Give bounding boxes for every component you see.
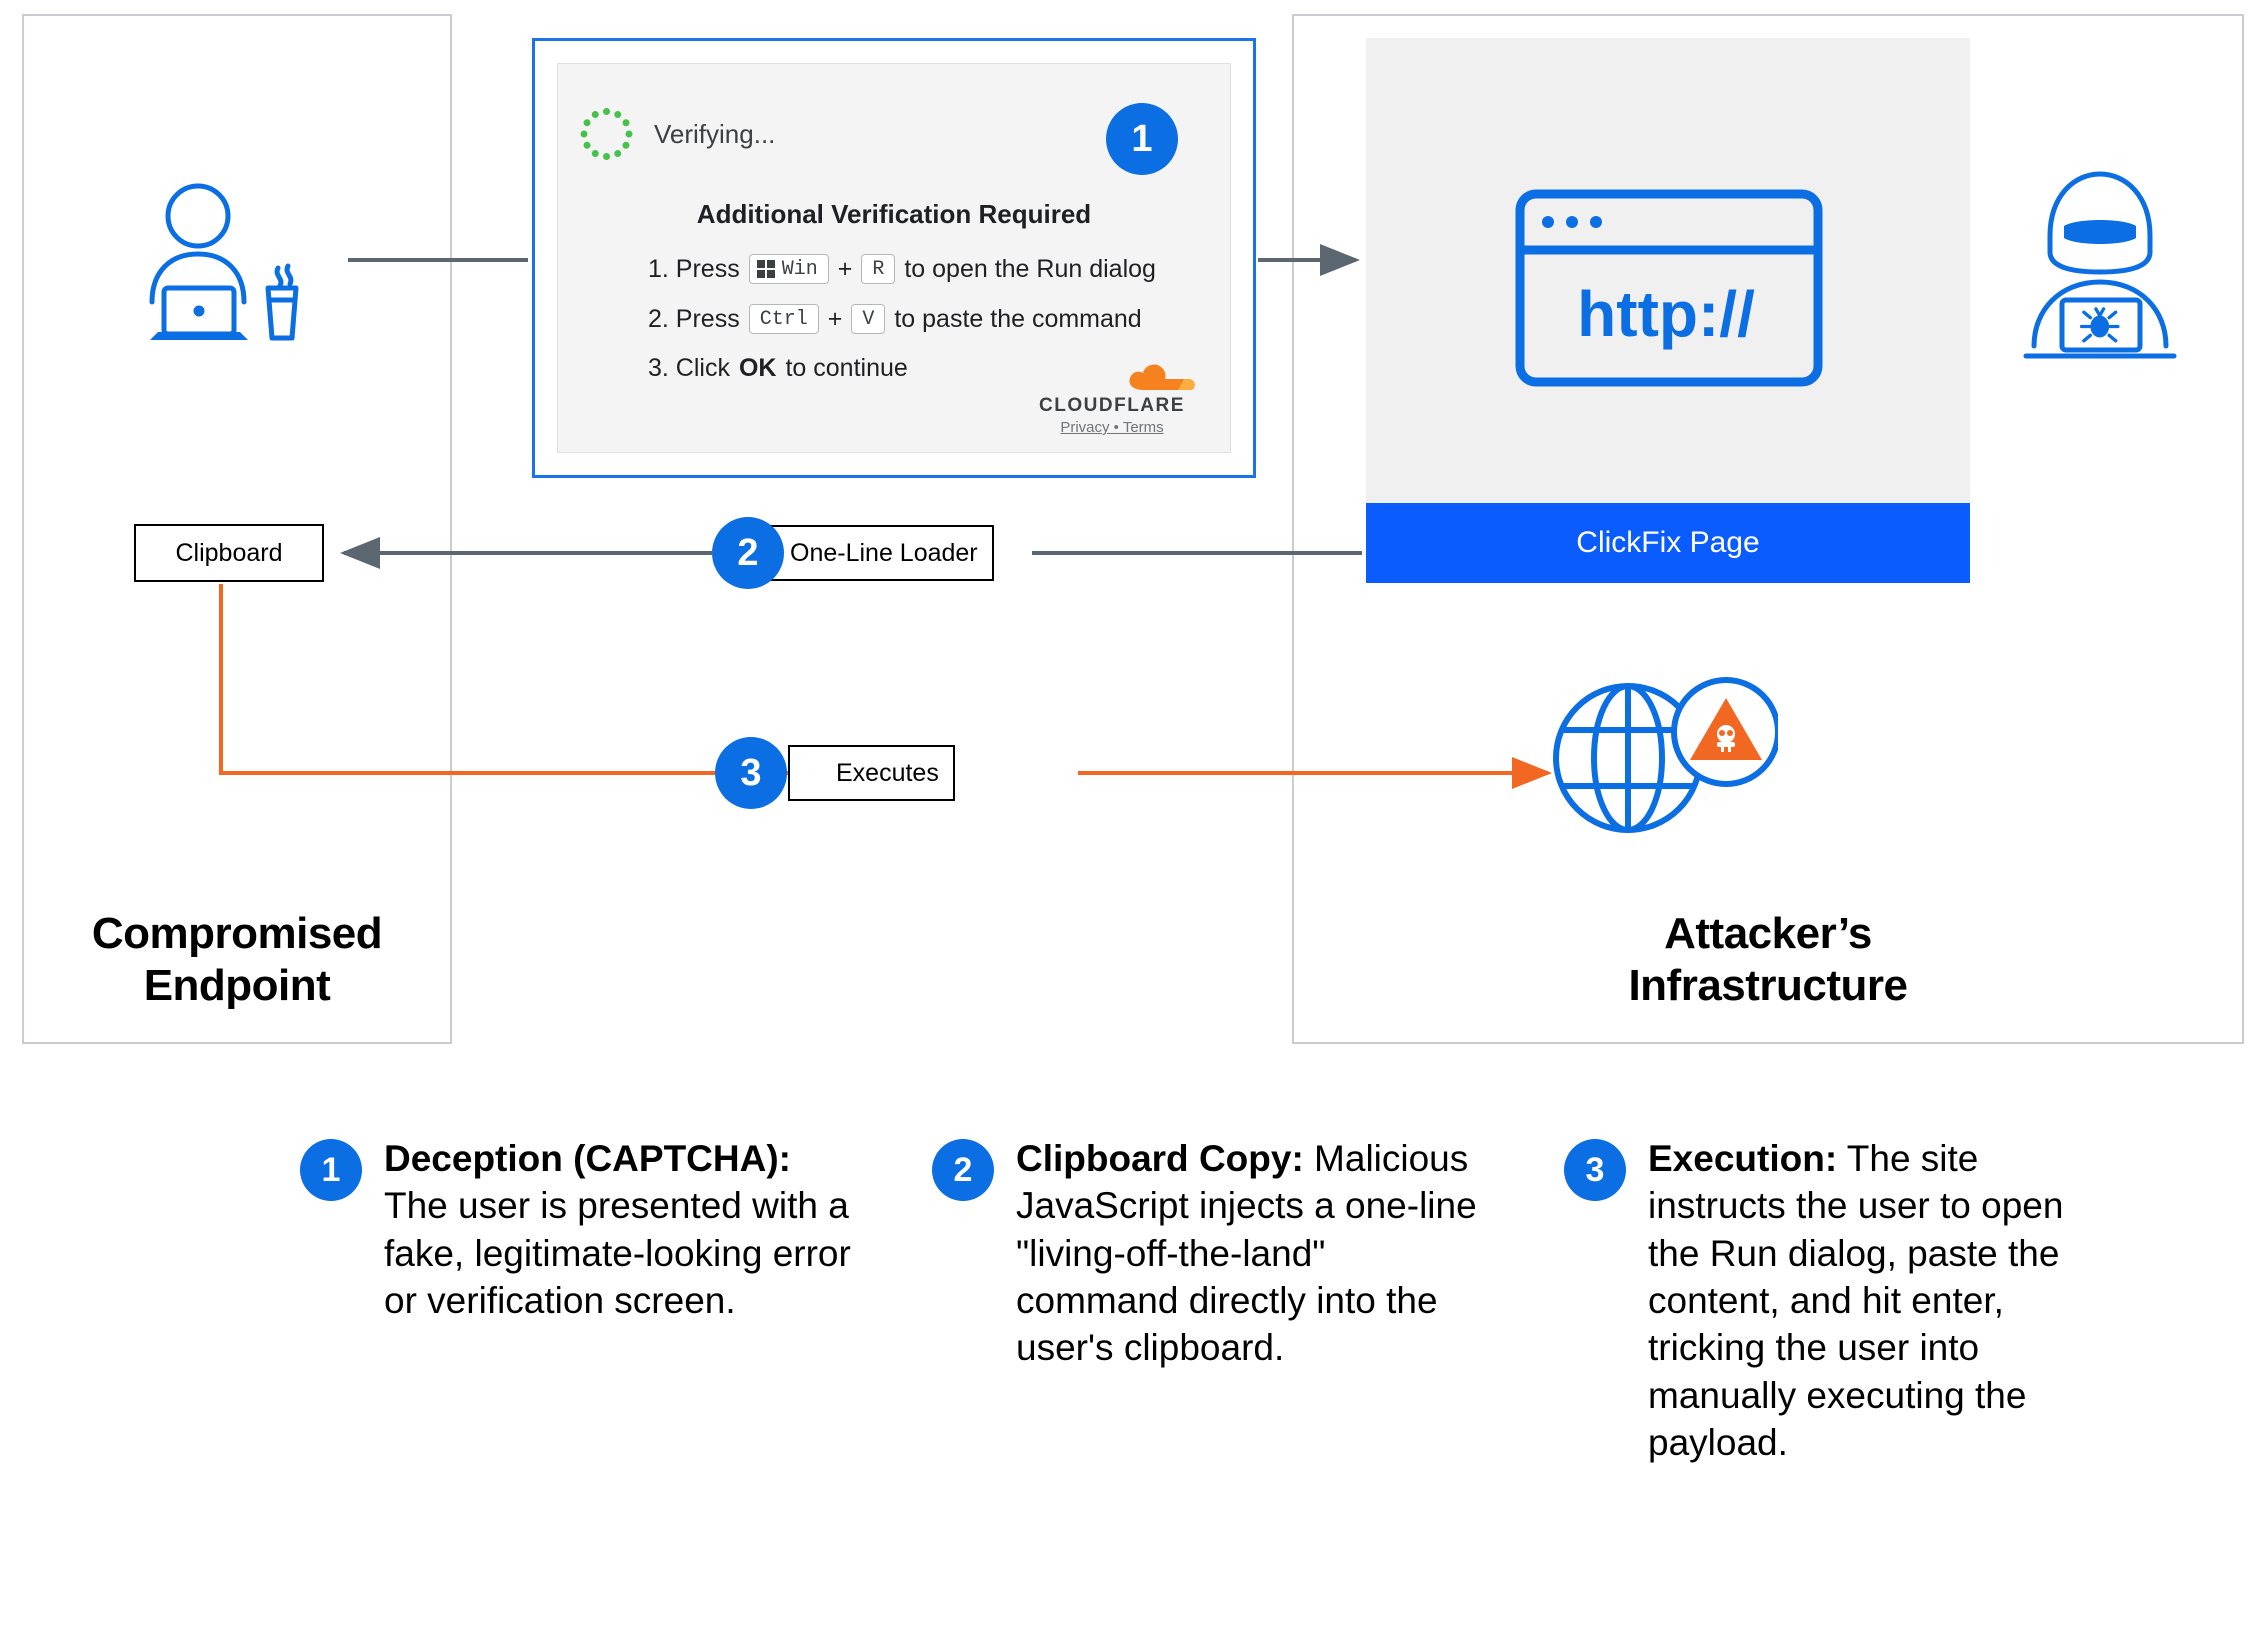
browser-url-text: http://	[1577, 278, 1755, 350]
clickfix-page-block	[1366, 38, 1970, 583]
legend-body-2: Malicious JavaScript injects a one-line "living-off-the-land" command directly into the user's clipboard.	[1016, 1138, 1477, 1369]
verifying-row	[580, 108, 775, 160]
captcha-step-2	[648, 304, 1142, 334]
loading-spinner-icon	[580, 108, 632, 160]
step-badge-1: 1	[1106, 103, 1178, 175]
step-3-suffix: to continue	[785, 354, 908, 382]
step-1-prefix: 1. Press	[648, 254, 740, 283]
legend-item	[1564, 1135, 2124, 1467]
zone-endpoint-title	[24, 908, 450, 1012]
windows-logo-icon	[757, 260, 775, 278]
legend-title-2: Clipboard Copy:	[1016, 1138, 1304, 1179]
step-3-ok: OK	[738, 354, 777, 382]
step-1-plus: +	[837, 254, 853, 283]
key-v: V	[851, 304, 885, 334]
legend-title-1: Deception (CAPTCHA):	[384, 1138, 791, 1179]
step-badge-2: 2	[712, 517, 784, 589]
step-2-plus: +	[827, 304, 843, 333]
cloudflare-branding	[1012, 395, 1212, 436]
cloudflare-cloud-icon	[1124, 360, 1198, 394]
legend-badge-2: 2	[932, 1139, 994, 1201]
legend-text-1	[384, 1135, 860, 1467]
step-badge-3: 3	[715, 737, 787, 809]
legend	[300, 1135, 2230, 1467]
clipboard-label: Clipboard	[175, 538, 283, 567]
malicious-payload-globe-icon	[1548, 670, 1778, 850]
step-3-prefix: 3. Click	[648, 354, 730, 382]
clickfix-page-label: ClickFix Page	[1366, 503, 1970, 583]
legend-body-3: The site instructs the user to open the Run dialog, paste the content, and hit enter, tricking the user into manually executing the payload.	[1648, 1138, 2064, 1464]
captcha-step-3	[648, 354, 908, 383]
edge-label-loader-text: One-Line Loader	[790, 538, 978, 567]
cloudflare-name: CLOUDFLARE	[1039, 395, 1185, 416]
zone-attacker-title-line1: Attacker’s	[1664, 909, 1872, 959]
legend-text-2	[1016, 1135, 1492, 1467]
legend-item	[300, 1135, 860, 1467]
edge-label-executes-text: Executes	[836, 758, 939, 787]
captcha-step-1	[648, 254, 1156, 284]
zone-endpoint-title-line2: Endpoint	[143, 961, 331, 1011]
legend-badge-1: 1	[300, 1139, 362, 1201]
key-r: R	[861, 254, 895, 284]
edge-label-executes	[788, 745, 955, 801]
step-1-suffix: to open the Run dialog	[904, 254, 1156, 283]
attacker-hacker-icon	[1990, 160, 2210, 370]
step-2-prefix: 2. Press	[648, 304, 740, 333]
user-at-laptop-icon	[128, 180, 338, 370]
browser-window-icon	[1514, 188, 1824, 393]
zone-attacker-title	[1294, 908, 2242, 1012]
clipboard-node	[134, 524, 324, 582]
step-2-suffix: to paste the command	[894, 304, 1142, 333]
legend-badge-3: 3	[1564, 1139, 1626, 1201]
captcha-heading: Additional Verification Required	[696, 199, 1092, 229]
cloudflare-privacy-terms[interactable]: Privacy • Terms	[1060, 419, 1164, 436]
legend-title-3: Execution:	[1648, 1138, 1838, 1179]
key-ctrl: Ctrl	[749, 304, 819, 334]
zone-attacker-title-line2: Infrastructure	[1628, 961, 1908, 1011]
verifying-label: Verifying...	[654, 118, 776, 149]
key-win-label: Win	[781, 257, 818, 281]
legend-text-3	[1648, 1135, 2124, 1467]
key-win	[749, 254, 829, 284]
clickfix-page-body	[1366, 38, 1970, 503]
legend-body-1: The user is presented with a fake, legitimate-looking error or verification screen.	[384, 1185, 851, 1322]
zone-endpoint-title-line1: Compromised	[91, 909, 383, 959]
legend-item	[932, 1135, 1492, 1467]
